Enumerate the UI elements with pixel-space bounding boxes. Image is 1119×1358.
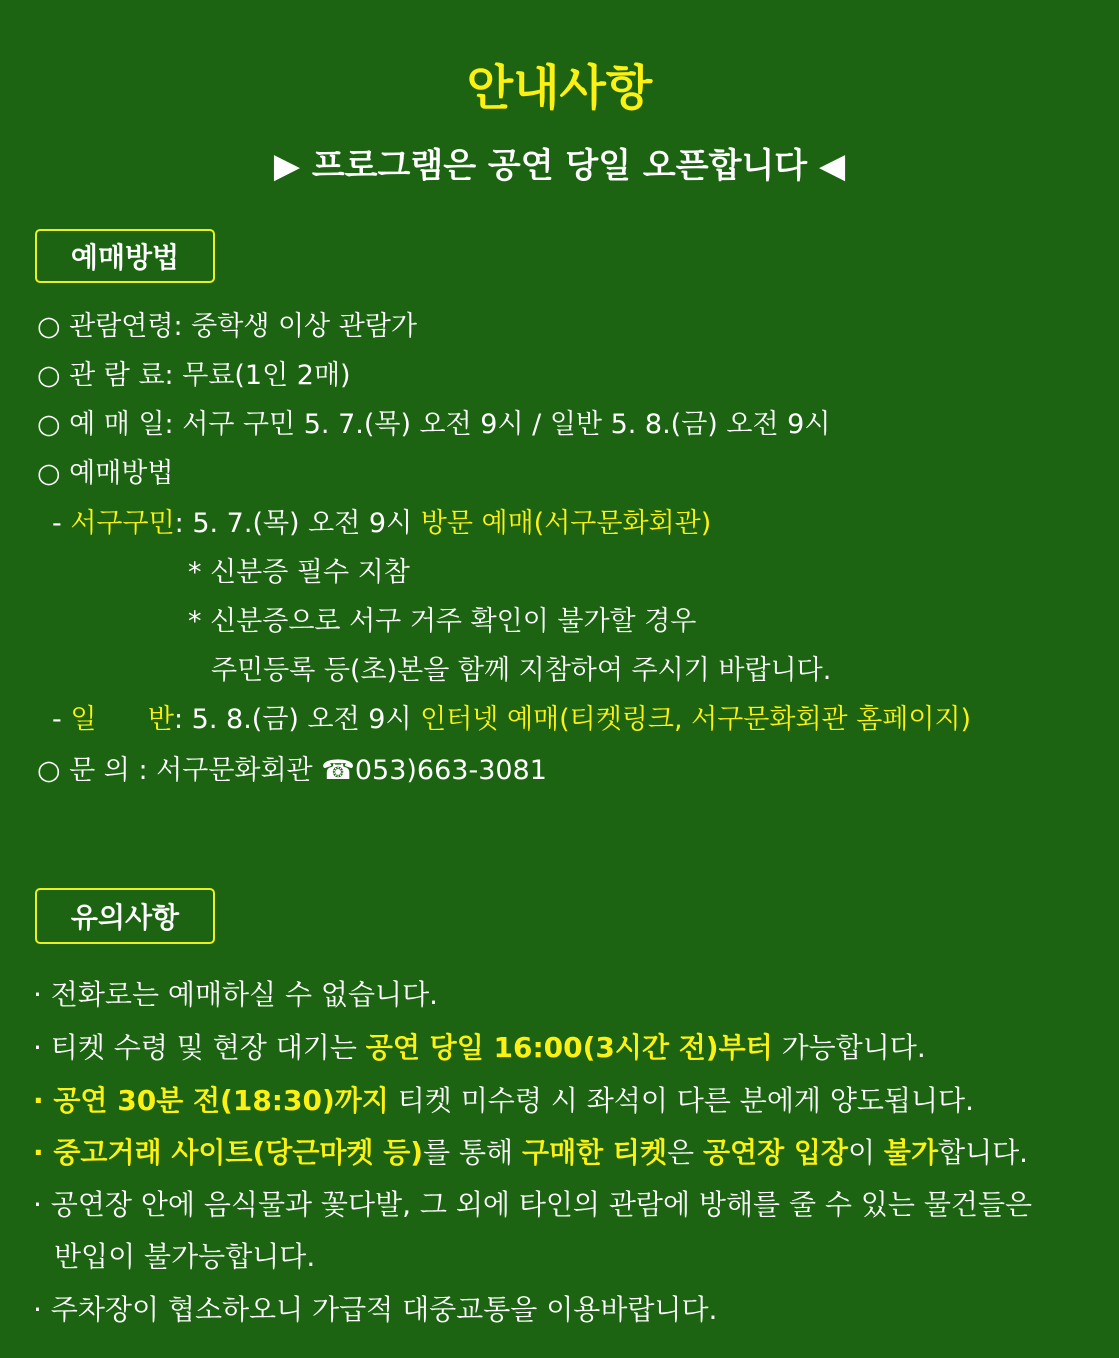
general-time: : 5. 8.(금) 오전 9시 bbox=[174, 704, 421, 735]
resident-method bbox=[52, 506, 711, 542]
general-how: 인터넷 예매(티켓링크, 서구문화회관 홈페이지) bbox=[420, 704, 972, 735]
notice-item-parking: · 주차장이 협소하오니 가급적 대중교통을 이용바랍니다. bbox=[33, 1293, 718, 1326]
section-badge-reservation: 예매방법 bbox=[35, 229, 215, 283]
resale-text-b: 를 통해 bbox=[423, 1136, 523, 1169]
pickup-text-a: · 티켓 수령 및 현장 대기는 bbox=[33, 1031, 366, 1064]
general-method bbox=[52, 702, 971, 738]
resident-dash: - bbox=[52, 508, 71, 539]
general-dash: - bbox=[52, 704, 71, 735]
page-subtitle: ▶ 프로그램은 공연 당일 오픈합니다 ◀ bbox=[273, 146, 846, 186]
pickup-text-c: 가능합니다. bbox=[772, 1031, 926, 1064]
notice-item-pickup bbox=[33, 1030, 926, 1066]
notice-item-items: · 공연장 안에 음식물과 꽃다발, 그 외에 타인의 관람에 방해를 줄 수 있는 물건들은 bbox=[33, 1188, 1033, 1221]
notice-item-resale bbox=[33, 1135, 1028, 1171]
resale-text-a: · 중고거래 사이트(당근마켓 등) bbox=[33, 1136, 424, 1169]
notice-item-phone: · 전화로는 예매하실 수 없습니다. bbox=[33, 978, 439, 1011]
general-label: 일 반 bbox=[70, 704, 174, 735]
pickup-text-b: 공연 당일 16:00(3시간 전)부터 bbox=[365, 1031, 773, 1064]
resale-text-e: 공연장 입장 bbox=[702, 1136, 848, 1169]
resident-note-3: 주민등록 등(초)본을 함께 지참하여 주시기 바랍니다. bbox=[211, 655, 832, 686]
transfer-text-b: 티켓 미수령 시 좌석이 다른 분에게 양도됩니다. bbox=[388, 1084, 974, 1117]
resale-text-f: 이 bbox=[847, 1136, 884, 1169]
resale-text-c: 구매한 티켓 bbox=[522, 1136, 668, 1169]
contact-info: ○ 문 의 : 서구문화회관 ☎053)663-3081 bbox=[37, 755, 547, 786]
notice-item-items-cont: 반입이 불가능합니다. bbox=[54, 1240, 316, 1273]
method-heading: ○ 예매방법 bbox=[37, 458, 174, 489]
resale-text-d: 은 bbox=[667, 1136, 703, 1169]
resident-how: 방문 예매(서구문화회관) bbox=[420, 508, 712, 539]
resident-time: : 5. 7.(목) 오전 9시 bbox=[174, 508, 421, 539]
date-info: ○ 예 매 일: 서구 구민 5. 7.(목) 오전 9시 / 일반 5. 8.(금) 오전 9시 bbox=[37, 409, 831, 440]
resale-text-h: 합니다. bbox=[938, 1136, 1029, 1169]
resident-note-1: * 신분증 필수 지참 bbox=[188, 557, 410, 588]
age-info: ○ 관람연령: 중학생 이상 관람가 bbox=[37, 311, 417, 342]
page-title: 안내사항 bbox=[466, 60, 653, 116]
fee-info: ○ 관 람 료: 무료(1인 2매) bbox=[37, 360, 351, 391]
resident-note-2: * 신분증으로 서구 거주 확인이 불가할 경우 bbox=[188, 606, 697, 637]
transfer-text-a: · 공연 30분 전(18:30)까지 bbox=[33, 1084, 389, 1117]
notice-item-transfer bbox=[33, 1083, 974, 1119]
resident-label: 서구구민 bbox=[70, 508, 175, 539]
resale-text-g: 불가 bbox=[883, 1136, 939, 1169]
section-badge-notice: 유의사항 bbox=[35, 888, 215, 944]
